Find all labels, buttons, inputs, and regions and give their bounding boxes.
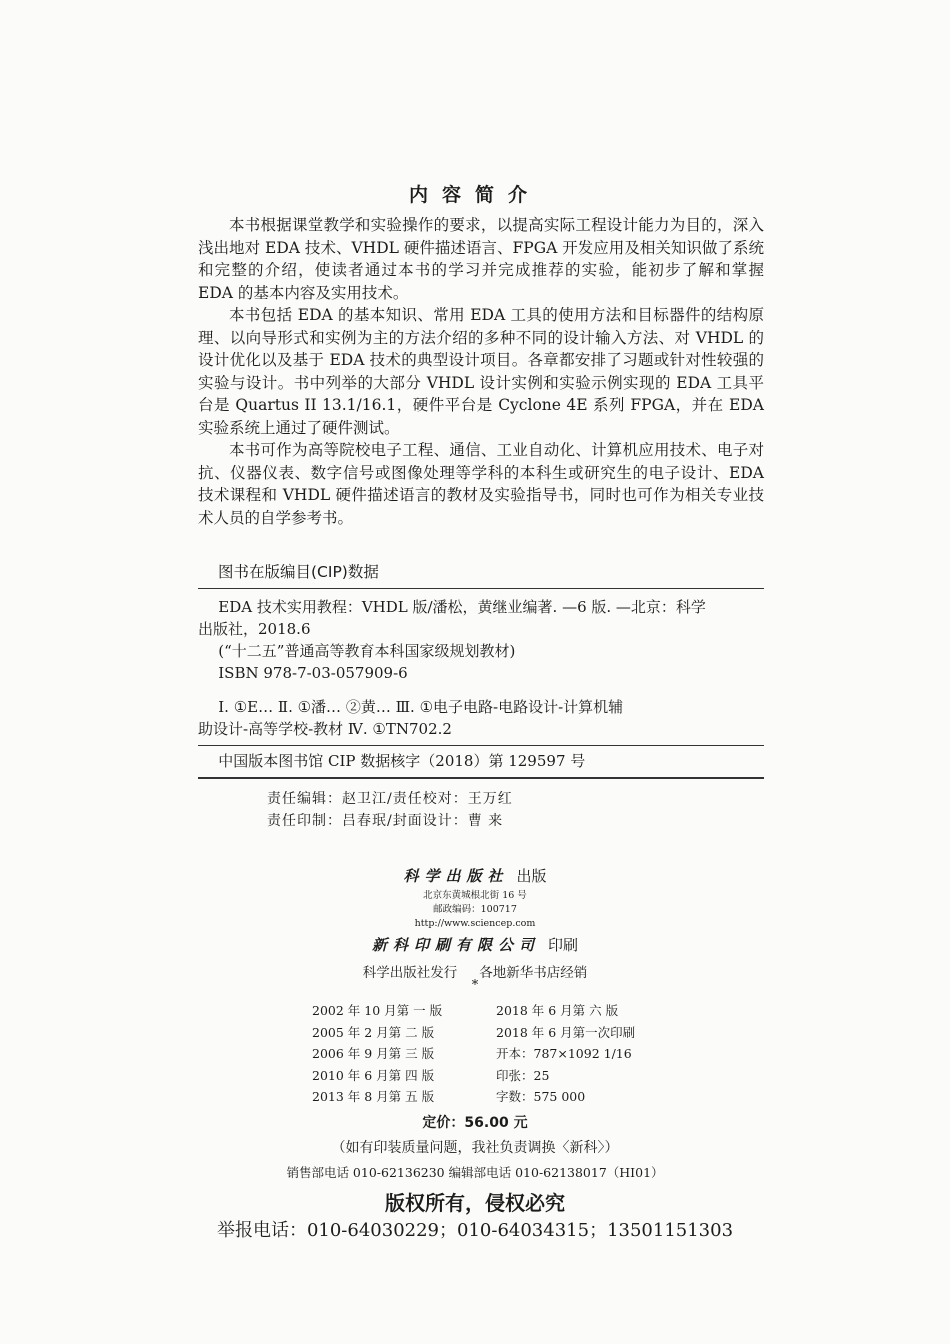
print-value: 吕春珉/封面设计：曹 来 xyxy=(342,813,504,829)
edition-right: 2018 年 6 月第一次印刷 xyxy=(496,1024,636,1040)
edition-left: 2006 年 9 月第 三 版 xyxy=(312,1046,435,1061)
sellers: 各地新华书店经销 xyxy=(479,965,588,981)
cip-top-divider xyxy=(198,588,764,589)
cip-record xyxy=(198,750,764,772)
credits-print xyxy=(242,810,742,830)
report-hotline: 举报电话：010-64030229；010-64034315；13501151303 xyxy=(216,1220,734,1241)
print-label: 责任印制： xyxy=(267,813,342,829)
edition-right: 印张：25 xyxy=(496,1067,550,1083)
price: 定价：56.00 元 xyxy=(422,1115,528,1131)
publisher-address: 北京东黄城根北街 16 号 xyxy=(423,890,527,901)
edition-row xyxy=(312,1065,686,1087)
editor-value: 赵卫江/责任校对：王万红 xyxy=(342,791,513,807)
cip-title: 图书在版编目(CIP)数据 xyxy=(218,563,379,581)
publisher-url: http://www.sciencep.com xyxy=(414,918,536,929)
publisher-postcode: 邮政编码：100717 xyxy=(433,904,517,915)
edition-left: 2010 年 6 月第 四 版 xyxy=(312,1067,435,1083)
phone-numbers: 销售部电话 010-62136230 编辑部电话 010-62138017（HI01） xyxy=(286,1165,664,1180)
editor-label: 责任编辑： xyxy=(267,791,342,807)
printer-line xyxy=(0,934,950,955)
printer-name: 新科印刷有限公司 xyxy=(371,936,540,954)
intro-text xyxy=(198,214,764,529)
edition-left: 2002 年 10 月第 一 版 xyxy=(312,1003,443,1018)
intro-paragraph: 本书可作为高等院校电子工程、通信、工业自动化、计算机应用技术、电子对抗、仪器仪表、数字信号或图像处理等学科的本科生或研究生的电子设计、EDA 技术课程和 VHDL 硬件描述语言的教材及实验指导书，同时也可作为相关专业技术人员的自学参考书。 xyxy=(198,441,764,527)
distributor: 科学出版社发行 xyxy=(362,965,458,981)
intro-paragraph: 本书包括 EDA 的基本知识、常用 EDA 工具的使用方法和目标器件的结构原理、以向导形式和实例为主的方法介绍的多种不同的设计输入方法、对 VHDL 的设计优化以及基于 EDA 技术的典型设计项目。各章都安排了习题或针对性较强的实验与设计。书中列举的大部分 VHDL 设计实例和实验示例实现的 EDA 工具平台是 Quartus II 13.1/16.1，硬件平台是 Cyclone 4E 系列 FPGA，并在 EDA 实验系统上通过了硬件测试。 xyxy=(198,306,764,437)
cip-mid-divider xyxy=(198,745,764,746)
edition-left: 2013 年 8 月第 五 版 xyxy=(312,1089,435,1104)
cip-series: (“十二五”普通高等教育本科国家级规划教材) xyxy=(218,642,516,660)
edition-right: 开本：787×1092 1/16 xyxy=(496,1046,632,1061)
cip-bibliographic-entry xyxy=(198,596,764,684)
edition-row xyxy=(312,1086,686,1108)
separator-star: * xyxy=(471,978,479,993)
cip-line: EDA 技术实用教程：VHDL 版/潘松，黄继业编著. —6 版. —北京：科学 xyxy=(218,598,706,616)
intro-heading: 内容简介 xyxy=(408,184,541,206)
cip-class-line: Ⅰ. ①E… Ⅱ. ①潘… ②黄… Ⅲ. ①电子电路-电路设计-计算机辅 xyxy=(218,698,624,716)
cip-classification xyxy=(198,696,764,740)
edition-right: 字数：575 000 xyxy=(496,1089,586,1104)
publisher-role: 出版 xyxy=(516,867,547,885)
edition-row xyxy=(312,1043,686,1065)
cip-class-line: 助设计-高等学校-教材 Ⅳ. ①TN702.2 xyxy=(198,720,452,738)
credits-editor xyxy=(242,788,742,808)
cip-line: 出版社，2018.6 xyxy=(198,620,311,638)
edition-row xyxy=(312,1022,686,1044)
publisher-line xyxy=(0,865,950,886)
edition-row xyxy=(312,1000,686,1022)
quality-notice: （如有印装质量问题，我社负责调换〈新科〉） xyxy=(331,1140,619,1156)
intro-paragraph: 本书根据课堂教学和实验操作的要求，以提高实际工程设计能力为目的，深入浅出地对 EDA 技术、VHDL 硬件描述语言、FPGA 开发应用及相关知识做了系统和完整的介绍，使读者通过本书的学习并完成推荐的实验，能初步了解和掌握 EDA 的基本内容及实用技术。 xyxy=(198,216,764,302)
edition-left: 2005 年 2 月第 二 版 xyxy=(312,1024,435,1040)
copyright-notice: 版权所有，侵权必究 xyxy=(385,1191,565,1215)
cip-record-number: 中国版本图书馆 CIP 数据核字（2018）第 129597 号 xyxy=(218,752,586,770)
cip-bottom-divider xyxy=(198,777,764,779)
printer-role: 印刷 xyxy=(548,936,579,954)
publisher-name: 科学出版社 xyxy=(403,867,509,885)
edition-history xyxy=(312,1000,686,1108)
edition-right: 2018 年 6 月第 六 版 xyxy=(496,1003,619,1018)
cip-isbn: ISBN 978-7-03-057909-6 xyxy=(218,664,408,682)
